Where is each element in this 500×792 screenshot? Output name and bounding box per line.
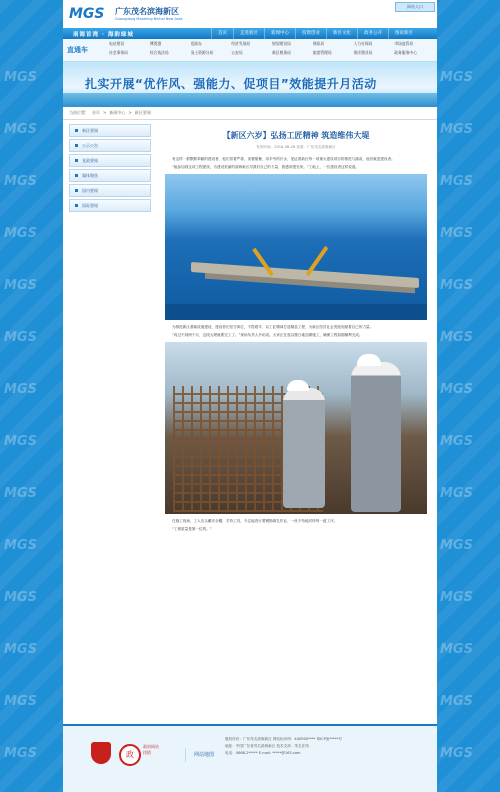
watermark-text: MGS	[4, 590, 37, 605]
watermark-text: MGS	[440, 642, 473, 657]
breadcrumb	[63, 107, 437, 120]
quick-link[interactable]: 市场监管局	[394, 41, 414, 46]
nav-item-home[interactable]: 首页	[211, 28, 233, 39]
sidebar-item-news[interactable]: 新区要闻	[69, 124, 151, 137]
header	[63, 0, 437, 28]
quick-link[interactable]: 财政局	[312, 41, 325, 46]
breadcrumb-sep: >	[103, 110, 107, 115]
watermark-text: MGS	[4, 226, 37, 241]
watermark-text: MGS	[4, 486, 37, 501]
article-paragraph: “工程质量是第一位的。”	[172, 527, 212, 531]
breakwater-photo	[165, 174, 427, 320]
article-paragraph: 为推进新区基础设施建设，建设者们坚守岗位，不畏艰辛，以工匠精神打造精品工程，为新区经济社会发展贡献着自己的力量。	[172, 325, 374, 329]
article-meta: 发布时间：2018-06-26 来源：广东茂名滨海新区	[256, 145, 336, 149]
watermark-text: MGS	[4, 538, 37, 553]
sidebar-item-domestic[interactable]: 国内要闻	[69, 184, 151, 197]
breadcrumb-news[interactable]: 新闻中心	[109, 110, 126, 115]
breadcrumb-sep: >	[128, 110, 132, 115]
quick-link[interactable]: 国土资源分局	[190, 50, 214, 55]
watermark-text: MGS	[4, 330, 37, 345]
logo-name[interactable]: 广东茂名滨海新区	[115, 7, 179, 16]
watermark-text: MGS	[440, 70, 473, 85]
nav-item-gov[interactable]: 政务公开	[357, 28, 388, 39]
photo-hard-hat	[357, 354, 381, 366]
footer-contact: 电话：0668-2***** E-mail: *****@163.com	[225, 751, 301, 755]
watermark-text: MGS	[4, 694, 37, 709]
watermark-text: MGS	[440, 330, 473, 345]
watermark-text: MGS	[4, 642, 37, 657]
footer-address: 地址：中国广东省茂名滨海新区 技术支持：茂名在线	[225, 744, 309, 748]
quick-link[interactable]: 旅游管理局	[312, 50, 332, 55]
article-paragraph: “再过不到两个月，这段大堤就要完工了。”现场负责人介绍说。大家正在夜以继日地加紧施工，确保工程如期顺利完成。	[172, 333, 363, 337]
quick-link[interactable]: 经济发展局	[231, 41, 251, 46]
sidebar-item-notices[interactable]: 公示公告	[69, 139, 151, 152]
nav-item-invest[interactable]: 投资创业	[295, 28, 326, 39]
quick-link[interactable]: 党政办	[190, 41, 202, 46]
watermark-text: MGS	[440, 486, 473, 501]
sitemap-link[interactable]: 网站地图	[185, 748, 214, 762]
logo-mark[interactable]: MGS	[69, 6, 105, 22]
watermark-text: MGS	[4, 70, 37, 85]
watermark-text: MGS	[440, 382, 473, 397]
sidebar	[69, 124, 151, 214]
gov-site-icon[interactable]: 政	[119, 744, 141, 766]
watermark-text: MGS	[4, 122, 37, 137]
party-emblem-icon[interactable]	[91, 742, 111, 764]
watermark-text: MGS	[440, 694, 473, 709]
login-button[interactable]: 网站入口	[395, 2, 435, 12]
quick-links-grid	[109, 41, 435, 56]
quick-link[interactable]: 社会事务局	[109, 50, 128, 55]
watermark-text: MGS	[440, 226, 473, 241]
article-paragraph: 有这样一群默默奉献的建设者，他们冒着严寒，顶着酷暑，用辛劳的汗水，见证着新区每一项重大建设项目的推进与落成，他们就是建设者。	[172, 157, 395, 161]
quick-links-title: 直通车	[67, 46, 88, 54]
photo-hard-hat	[287, 380, 309, 391]
watermark-text: MGS	[4, 278, 37, 293]
quick-link[interactable]: 政务服务中心	[394, 50, 418, 55]
watermark-text: MGS	[4, 746, 37, 761]
nav-item-culture[interactable]: 新区文化	[326, 28, 357, 39]
campaign-banner[interactable]	[63, 62, 437, 107]
nav-slogan: 南海首湾 · 海韵绿城	[73, 32, 134, 38]
main-nav	[211, 28, 419, 39]
quick-link[interactable]: 博贺港	[149, 41, 162, 46]
banner-sea-image	[63, 93, 437, 107]
watermark-text: MGS	[440, 278, 473, 293]
photo-worker	[351, 362, 401, 512]
nav-item-news[interactable]: 新闻中心	[264, 28, 295, 39]
sidebar-item-international[interactable]: 国际要闻	[69, 199, 151, 212]
quick-links	[63, 39, 437, 62]
quick-link[interactable]: 公安局	[231, 50, 243, 55]
breadcrumb-current[interactable]: 新区要闻	[134, 110, 151, 115]
quick-link[interactable]: 电站建设	[109, 41, 125, 46]
logo-english: Guangdong Maoming Binhai New Area	[115, 17, 183, 21]
footer	[63, 724, 437, 792]
main-nav-bar	[63, 28, 437, 39]
article-title: 【新区六岁】弘扬工匠精神 筑造维伟大堤	[222, 131, 370, 140]
sidebar-item-media[interactable]: 媒体聚焦	[69, 169, 151, 182]
quick-link[interactable]: 综合执法局	[149, 50, 169, 55]
nav-item-gallery[interactable]: 图说新区	[388, 28, 419, 39]
watermark-text: MGS	[440, 122, 473, 137]
photo-shore	[165, 304, 427, 320]
watermark-text: MGS	[440, 538, 473, 553]
breadcrumb-label: 当前位置：	[69, 110, 89, 115]
footer-info	[225, 736, 431, 757]
footer-copyright: 版权所有：广东茂名滨海新区 网站标识码：440900**** 粤ICP备*****号	[225, 737, 342, 741]
article	[161, 124, 431, 534]
breadcrumb-home[interactable]: 首页	[92, 110, 100, 115]
banner-text: 扎实开展“优作风、强能力、促项目”效能提升月活动	[85, 77, 377, 91]
article-paragraph: 在施工现场，工人们头戴安全帽，手持工具，专注地进行着钢筋绑扎作业，一丝不苟地对待每一道工序。	[172, 519, 338, 523]
watermark-text: MGS	[440, 434, 473, 449]
watermark-text: MGS	[4, 382, 37, 397]
watermark-text: MGS	[440, 174, 473, 189]
page	[63, 0, 437, 792]
article-paragraph: “能参加到这项工程建设，为建设美丽的滨海新区尽我们自己的力量，我感到很光荣。”工地上，一位建设者这样说道。	[172, 165, 360, 169]
quick-link[interactable]: 海洋渔业局	[353, 50, 373, 55]
sidebar-item-party[interactable]: 党政要闻	[69, 154, 151, 167]
gov-site-label[interactable]: 政府网站 找错	[143, 744, 159, 755]
watermark-text: MGS	[440, 590, 473, 605]
quick-link[interactable]: 新区税务局	[272, 50, 291, 55]
photo-worker	[283, 388, 325, 508]
quick-link[interactable]: 人力社保局	[353, 41, 373, 46]
quick-link[interactable]: 规划建设局	[272, 41, 291, 46]
watermark-text: MGS	[440, 746, 473, 761]
nav-item-about[interactable]: 走进新区	[233, 28, 264, 39]
workers-photo	[165, 342, 427, 514]
watermark-text: MGS	[4, 434, 37, 449]
watermark-text: MGS	[4, 174, 37, 189]
